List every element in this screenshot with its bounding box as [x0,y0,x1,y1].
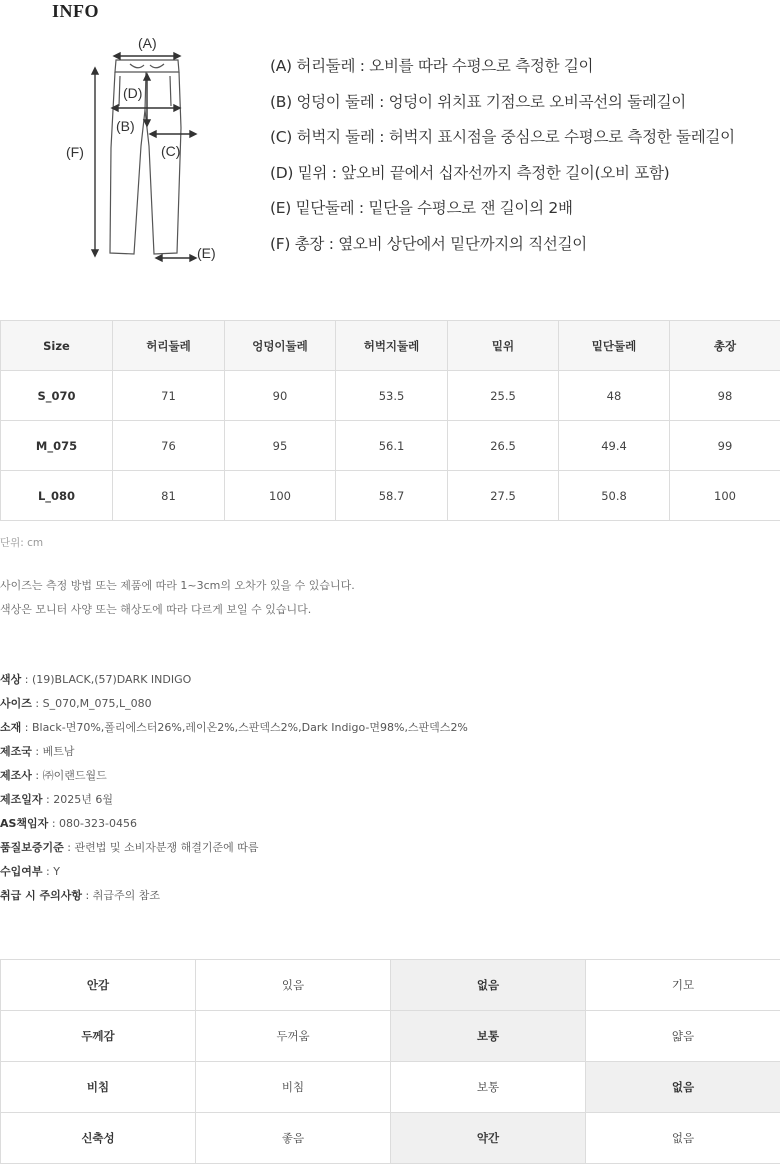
property-option: 비침 [196,1062,391,1113]
spec-label: 취급 시 주의사항 [0,889,83,902]
product-specs [0,668,468,908]
table-cell: 76 [113,421,225,471]
label-e: (E) [197,245,216,261]
table-cell: 71 [113,371,225,421]
size-table-header: 총장 [670,321,780,371]
info-title: INFO [52,1,99,21]
label-d: (D) [123,85,143,101]
table-cell: 81 [113,471,225,521]
spec-label: 품질보증기준 [0,841,64,854]
spec-value: 베트남 [42,745,75,758]
spec-value: (19)BLACK,(57)DARK INDIGO [31,673,192,686]
spec-row: 소재 : Black-면70%,폴리에스터26%,레이온2%,스판덱스2%,Dark Indigo-면98%,스판덱스2% [0,721,468,734]
size-table-header: 허벅지둘레 [336,321,448,371]
note-line: 색상은 모니터 사양 또는 해상도에 따라 다르게 보일 수 있습니다. [0,603,312,616]
label-a: (A) [138,35,157,51]
size-table-header: 허리둘레 [113,321,225,371]
fabric-properties-table [0,959,780,1164]
size-table-header-row [1,321,780,371]
table-row [1,1011,780,1062]
spec-label: AS책임자 [0,817,49,830]
spec-value: S_070,M_075,L_080 [42,697,152,710]
legend-item-f: (F) 총장 : 옆오비 상단에서 밑단까지의 직선길이 [270,234,587,253]
label-c: (C) [161,143,181,159]
spec-value: 관련법 및 소비자분쟁 해결기준에 따름 [74,841,259,854]
table-cell: 49.4 [559,421,670,471]
legend-item-b: (B) 엉덩이 둘레 : 엉덩이 위치표 기점으로 오비곡선의 둘레길이 [270,92,686,111]
table-row [1,471,780,521]
property-option: 기모 [586,960,780,1011]
size-label: S_070 [1,371,113,421]
property-option-selected: 보통 [391,1011,586,1062]
spec-row: 제조사 : ㈜이랜드월드 [0,769,107,782]
spec-value: 취급주의 참조 [92,889,161,902]
property-option: 얇음 [586,1011,780,1062]
table-cell: 99 [670,421,780,471]
property-option: 좋음 [196,1113,391,1164]
spec-label: 사이즈 [0,697,32,710]
size-table-header: Size [1,321,113,371]
spec-label: 수입여부 [0,865,43,878]
table-row [1,371,780,421]
table-row [1,1062,780,1113]
property-option-selected: 없음 [391,960,586,1011]
spec-label: 제조국 [0,745,32,758]
spec-row: 품질보증기준 : 관련법 및 소비자분쟁 해결기준에 따름 [0,841,259,854]
property-label: 신축성 [1,1113,196,1164]
table-cell: 53.5 [336,371,448,421]
table-row [1,421,780,471]
table-cell: 98 [670,371,780,421]
spec-row: AS책임자 : 080-323-0456 [0,817,137,830]
size-label: L_080 [1,471,113,521]
property-option: 있음 [196,960,391,1011]
table-row [1,960,780,1011]
size-table [0,320,780,521]
legend-item-c: (C) 허벅지 둘레 : 허벅지 표시점을 중심으로 수평으로 측정한 둘레길이 [270,128,735,147]
spec-label: 제조사 [0,769,32,782]
size-table-header: 밑단둘레 [559,321,670,371]
size-table-header: 엉덩이둘레 [225,321,336,371]
table-cell: 100 [225,471,336,521]
spec-label: 색상 [0,673,22,686]
spec-row: 색상 : (19)BLACK,(57)DARK INDIGO [0,673,192,686]
spec-row: 취급 시 주의사항 : 취급주의 참조 [0,889,161,902]
table-cell: 26.5 [448,421,559,471]
property-option-selected: 약간 [391,1113,586,1164]
size-label: M_075 [1,421,113,471]
spec-label: 제조일자 [0,793,43,806]
table-cell: 48 [559,371,670,421]
property-option-selected: 없음 [586,1062,780,1113]
table-cell: 50.8 [559,471,670,521]
legend-item-a: (A) 허리둘레 : 오비를 따라 수평으로 측정한 길이 [270,57,594,75]
spec-value: Y [53,865,60,878]
note-line: 사이즈는 측정 방법 또는 제품에 따라 1~3cm의 오차가 있을 수 있습니다. [0,579,355,592]
label-b: (B) [116,118,135,134]
table-cell: 56.1 [336,421,448,471]
legend-item-d: (D) 밑위 : 앞오비 끝에서 십자선까지 측정한 길이(오비 포함) [270,163,670,182]
table-cell: 90 [225,371,336,421]
spec-value: Black-면70%,폴리에스터26%,레이온2%,스판덱스2%,Dark Indigo-면98%,스판덱스2% [31,721,468,734]
size-table-header: 밑위 [448,321,559,371]
spec-row: 사이즈 : S_070,M_075,L_080 [0,697,152,710]
spec-value: 2025년 6월 [53,793,113,806]
property-option: 두꺼움 [196,1011,391,1062]
unit-note: 단위: cm [0,537,44,549]
size-notes [0,574,355,622]
table-cell: 58.7 [336,471,448,521]
pants-measurement-diagram [60,28,230,268]
table-cell: 27.5 [448,471,559,521]
property-label: 비침 [1,1062,196,1113]
spec-row: 제조국 : 베트남 [0,745,75,758]
table-cell: 95 [225,421,336,471]
property-label: 안감 [1,960,196,1011]
label-f: (F) [66,144,84,160]
table-cell: 100 [670,471,780,521]
measurement-legend [270,56,735,270]
spec-row: 수입여부 : Y [0,865,60,878]
spec-row: 제조일자 : 2025년 6월 [0,793,113,806]
spec-value: 080-323-0456 [59,817,137,830]
legend-item-e: (E) 밑단둘레 : 밑단을 수평으로 잰 길이의 2배 [270,199,573,218]
table-cell: 25.5 [448,371,559,421]
property-option: 없음 [586,1113,780,1164]
spec-label: 소재 [0,721,22,734]
spec-value: ㈜이랜드월드 [42,769,107,782]
property-label: 두께감 [1,1011,196,1062]
table-row [1,1113,780,1164]
property-option: 보통 [391,1062,586,1113]
